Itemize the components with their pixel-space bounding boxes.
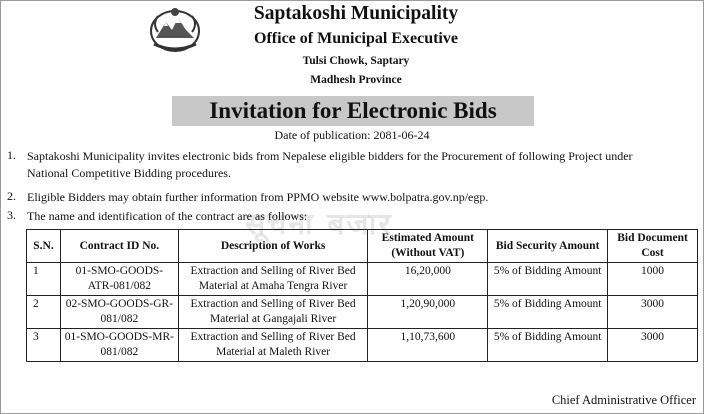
point-line: Saptakoshi Municipality invites electronic bids from Nepalese eligible bidders for the Procurement of following Project under <box>27 149 633 163</box>
point-number: 3. <box>7 208 16 222</box>
cell-cost: 3000 <box>608 329 698 362</box>
cell-contract-id: 02-SMO-GOODS-GR-081/082 <box>60 296 178 329</box>
cell-sn: 1 <box>27 263 61 296</box>
column-header: Contract ID No. <box>60 230 178 263</box>
office-address: Tulsi Chowk, Saptary <box>302 55 410 67</box>
point-line: National Competitive Bidding procedures. <box>27 166 231 180</box>
notice-title: Invitation for Electronic Bids <box>172 96 534 126</box>
point-text <box>27 148 699 182</box>
publication-date: Date of publication: 2081-06-24 <box>274 128 430 142</box>
cell-description: Extraction and Selling of River Bed Material at Maleth River <box>178 329 368 362</box>
cell-security: 5% of Bidding Amount <box>488 329 608 362</box>
table-header-row <box>27 230 698 263</box>
cell-amount: 1,20,90,000 <box>368 296 488 329</box>
table-row <box>27 263 698 296</box>
cell-contract-id: 01-SMO-GOODS-MR-081/082 <box>60 329 178 362</box>
cell-amount: 1,10,73,600 <box>368 329 488 362</box>
point-number: 1. <box>7 148 16 162</box>
cell-contract-id: 01-SMO-GOODS-ATR-081/082 <box>60 263 178 296</box>
point-text: The name and identification of the contract are as follows: <box>27 209 308 223</box>
column-header: Bid Security Amount <box>488 230 608 263</box>
cell-sn: 2 <box>27 296 61 329</box>
cell-cost: 1000 <box>608 263 698 296</box>
municipality-name: Saptakoshi Municipality <box>253 3 459 24</box>
cell-description: Extraction and Selling of River Bed Material at Amaha Tengra River <box>178 263 368 296</box>
cell-security: 5% of Bidding Amount <box>488 263 608 296</box>
point-text: Eligible Bidders may obtain further information from PPMO website www.bolpatra.gov.np/egp. <box>27 190 489 204</box>
column-header: Estimated Amount (Without VAT) <box>368 230 488 263</box>
table-row <box>27 329 698 362</box>
point-number: 2. <box>7 189 16 203</box>
signatory: Chief Administrative Officer <box>551 393 696 407</box>
cell-sn: 3 <box>27 329 61 362</box>
watermark-text: सूचना बजार <box>245 207 393 242</box>
column-header: S.N. <box>27 230 61 263</box>
cell-amount: 16,20,000 <box>368 263 488 296</box>
cell-cost: 3000 <box>608 296 698 329</box>
contracts-table <box>26 229 698 362</box>
province-name: Madhesh Province <box>310 74 402 86</box>
cell-description: Extraction and Selling of River Bed Material at Gangajali River <box>178 296 368 329</box>
column-header: Description of Works <box>178 230 368 263</box>
column-header: Bid Document Cost <box>608 230 698 263</box>
office-name: Office of Municipal Executive <box>254 30 458 47</box>
table-row <box>27 296 698 329</box>
cell-security: 5% of Bidding Amount <box>488 296 608 329</box>
